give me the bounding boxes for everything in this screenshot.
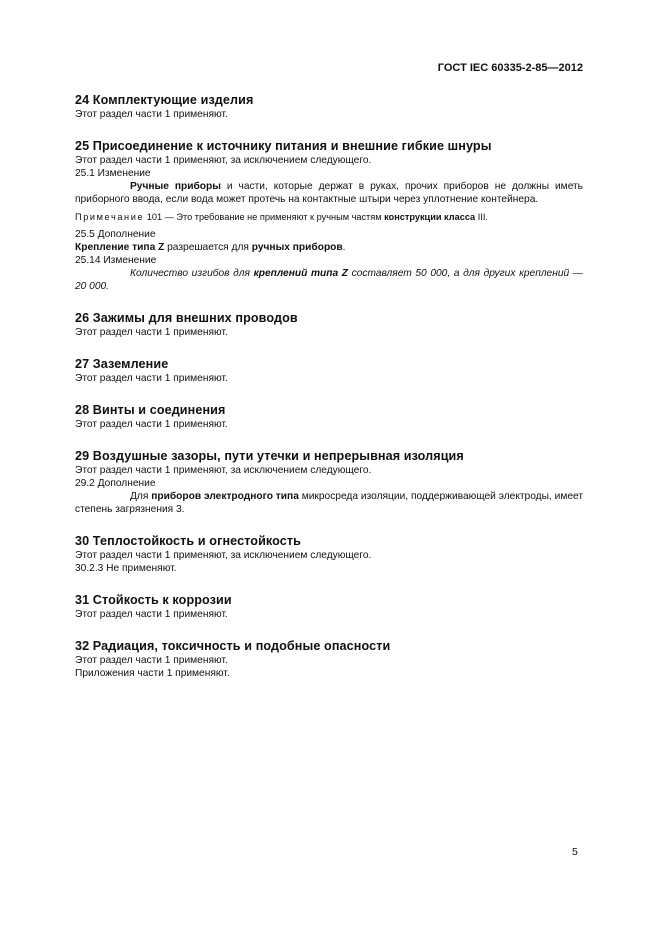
section-32 <box>75 638 583 680</box>
section-26-text: Этот раздел части 1 применяют. <box>75 327 228 338</box>
term-hand-held-appliances: Ручные приборы <box>130 181 221 192</box>
clause-25-1-body: и части, которые держат в руках, прочих приборов не должны иметь приборного ввода, если вода может протечь на контактные штыри через уплотнение контейнера. <box>75 181 583 205</box>
section-25 <box>75 138 583 293</box>
section-26 <box>75 310 583 339</box>
section-26-title: 26 Зажимы для внешних проводов <box>75 311 298 325</box>
term-hand-held: ручных приборов <box>251 242 343 253</box>
term-type-z-attachment: Крепление типа Z <box>75 242 165 253</box>
clause-25-14-text <box>75 267 583 293</box>
clause-25-5-text <box>75 241 583 254</box>
term-type-z-attachments: креплений типа Z <box>253 268 348 279</box>
clause-25-14-body-2: составляет 50 000, а для других креплений — 20 000. <box>75 268 583 292</box>
clause-29-2-heading: 29.2 Дополнение <box>75 478 156 489</box>
section-28 <box>75 402 583 431</box>
note-end: III. <box>475 212 488 222</box>
section-28-text: Этот раздел части 1 применяют. <box>75 419 228 430</box>
note-bold-term: конструкции класса <box>384 212 476 222</box>
clause-29-2-body-2: микросреда изоляции, поддерживающей электроды, имеет степень загрязнения 3. <box>75 491 583 515</box>
page-content <box>75 92 583 680</box>
section-24 <box>75 92 583 121</box>
clause-25-5-heading: 25.5 Дополнение <box>75 229 156 240</box>
clause-25-14-heading: 25.14 Изменение <box>75 255 157 266</box>
section-27-text: Этот раздел части 1 применяют. <box>75 373 228 384</box>
note-text: 101 — Это требование не применяют к ручным частям <box>144 212 385 222</box>
section-30-intro: Этот раздел части 1 применяют, за исключением следующего. <box>75 550 372 561</box>
section-27-title: 27 Заземление <box>75 357 169 371</box>
section-32-title: 32 Радиация, токсичность и подобные опасности <box>75 639 391 653</box>
clause-25-14-body-1: Количество изгибов для <box>130 268 254 279</box>
clause-30-2-3: 30.2.3 Не применяют. <box>75 563 177 574</box>
section-30 <box>75 533 583 575</box>
clause-29-2-body-1: Для <box>130 491 152 502</box>
section-31 <box>75 592 583 621</box>
section-32-text: Этот раздел части 1 применяют. <box>75 655 228 666</box>
annex-statement: Приложения части 1 применяют. <box>75 668 230 679</box>
section-27 <box>75 356 583 385</box>
section-29-intro: Этот раздел части 1 применяют, за исключением следующего. <box>75 465 372 476</box>
clause-25-1-text <box>75 180 583 206</box>
clause-25-5-body: разрешается для <box>164 242 252 253</box>
section-24-text: Этот раздел части 1 применяют. <box>75 109 228 120</box>
section-31-title: 31 Стойкость к коррозии <box>75 593 232 607</box>
section-30-title: 30 Теплостойкость и огнестойкость <box>75 534 302 548</box>
section-24-title: 24 Комплектующие изделия <box>75 93 254 107</box>
section-31-text: Этот раздел части 1 применяют. <box>75 609 228 620</box>
clause-25-5-end: . <box>342 242 346 253</box>
clause-29-2-text <box>75 490 583 516</box>
section-25-intro: Этот раздел части 1 применяют, за исключением следующего. <box>75 155 372 166</box>
clause-25-1-heading: 25.1 Изменение <box>75 168 151 179</box>
section-29-title: 29 Воздушные зазоры, пути утечки и непрерывная изоляция <box>75 449 464 463</box>
note-label: Примечание <box>75 212 145 222</box>
section-28-title: 28 Винты и соединения <box>75 403 226 417</box>
term-electrode-type-appliances: приборов электродного типа <box>151 491 299 502</box>
section-29 <box>75 448 583 516</box>
note-101 <box>75 211 583 224</box>
section-25-title: 25 Присоединение к источнику питания и внешние гибкие шнуры <box>75 139 492 153</box>
page-number: 5 <box>572 846 578 858</box>
standard-designation: ГОСТ IEC 60335-2-85—2012 <box>437 62 583 74</box>
